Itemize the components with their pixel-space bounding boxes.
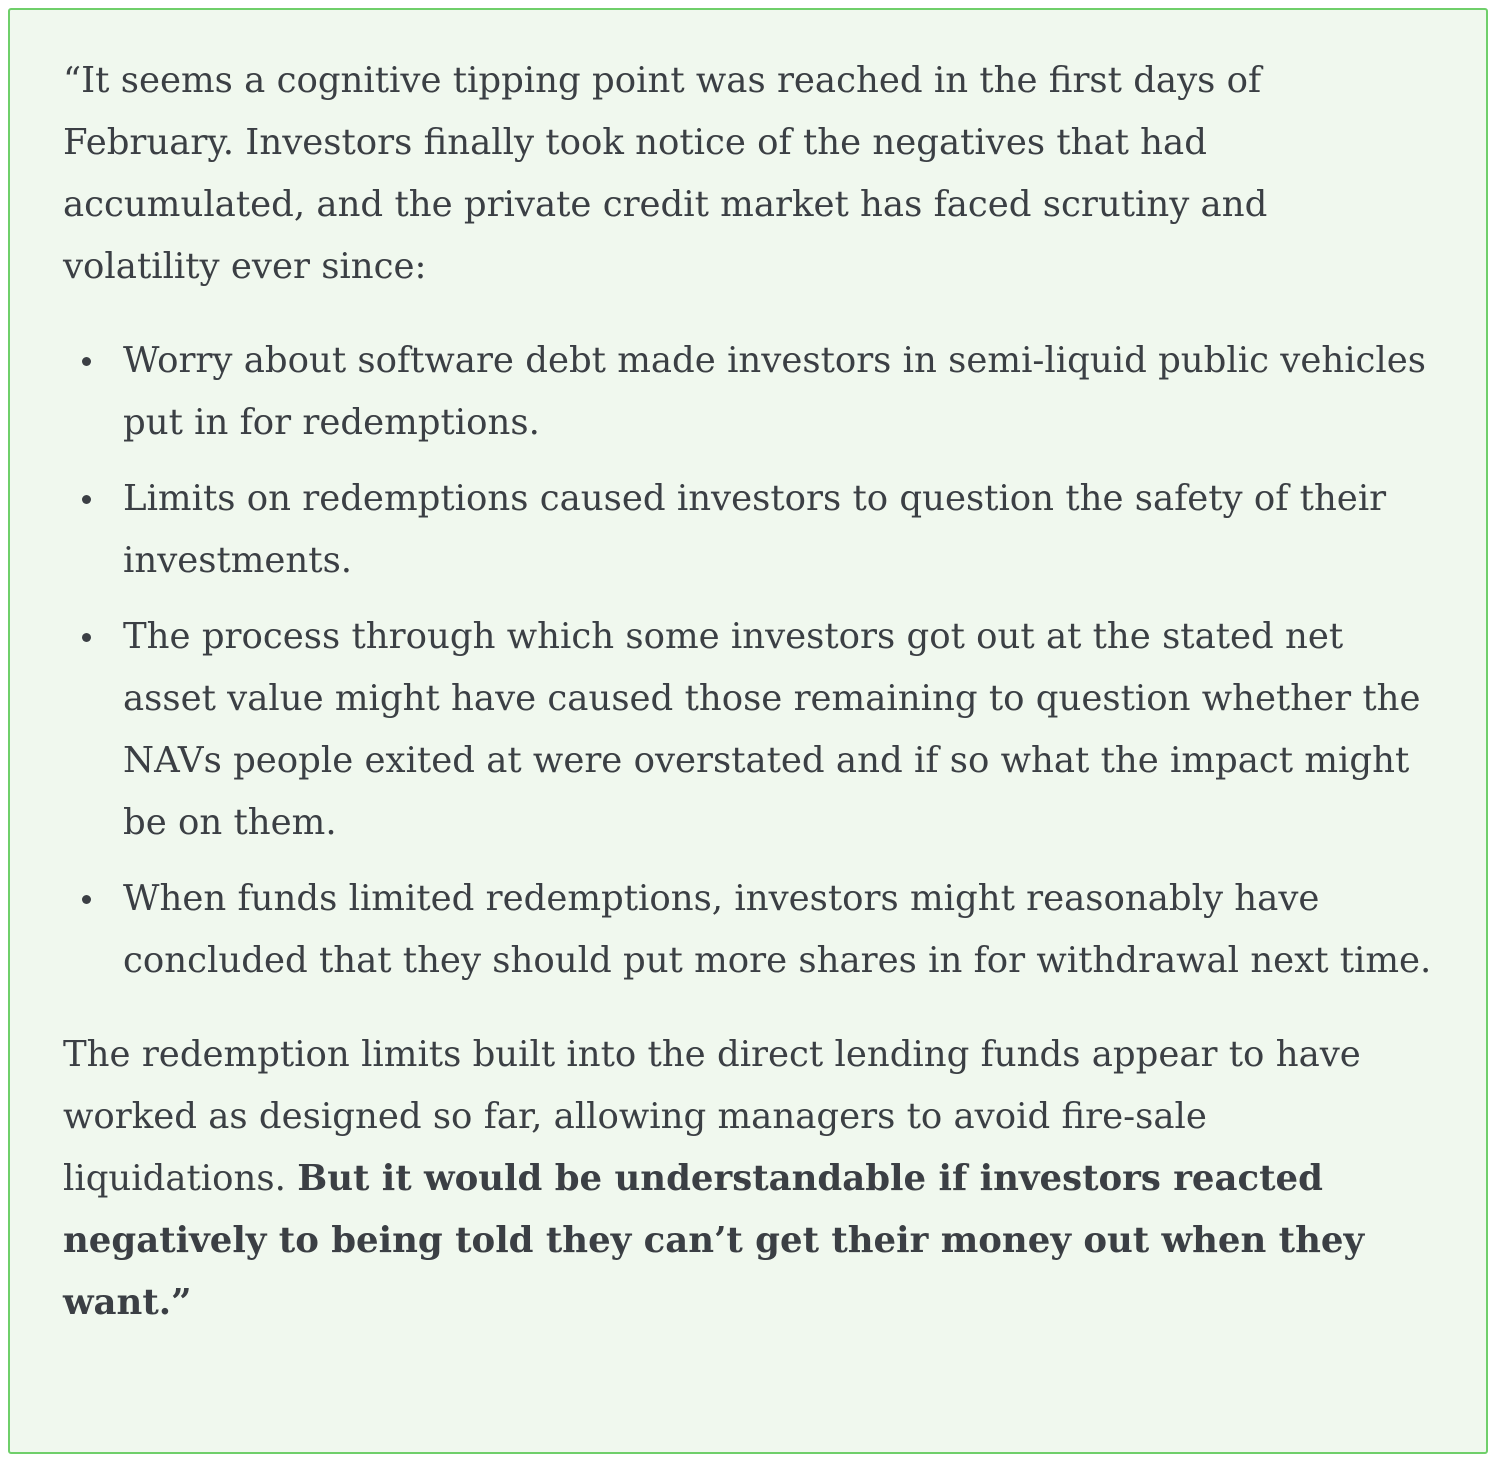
bullet-text: Limits on redemptions caused investors to question the safety of their investments.: [123, 478, 1387, 581]
list-item: [63, 606, 1432, 854]
list-item: [63, 330, 1432, 454]
bullet-text: Worry about software debt made investors in semi-liquid public vehicles put in for redemptions.: [123, 340, 1427, 443]
list-item: [63, 868, 1432, 992]
bullet-dot-icon: [82, 357, 91, 366]
closing-bold-text: But it would be understandable if investors reacted negatively to being told they can’t get their money out when they want.”: [63, 1158, 1365, 1323]
bullet-dot-icon: [82, 895, 91, 904]
bullet-text: When funds limited redemptions, investors might reasonably have concluded that they should put more shares in for withdrawal next time.: [123, 878, 1432, 981]
quote-bullet-list: [63, 330, 1432, 992]
closing-regular-text: The redemption limits built into the direct lending funds appear to have worked as designed so far, allowing managers to avoid fire-sale liquidations.: [63, 1034, 1361, 1199]
bullet-dot-icon: [82, 495, 91, 504]
bullet-text: The process through which some investors got out at the stated net asset value might have caused those remaining to question whether the NAVs people exited at were overstated and if so what the impact might be on them.: [123, 616, 1421, 843]
quote-closing-paragraph: [63, 1024, 1432, 1334]
bullet-dot-icon: [82, 633, 91, 642]
blockquote-box: [8, 8, 1488, 1454]
list-item: [63, 468, 1432, 592]
quote-intro-paragraph: “It seems a cognitive tipping point was reached in the first days of February. Investors finally took notice of the negatives that had accumulated, and the private credit market has faced scrutiny and volatility ever since:: [63, 60, 1268, 287]
